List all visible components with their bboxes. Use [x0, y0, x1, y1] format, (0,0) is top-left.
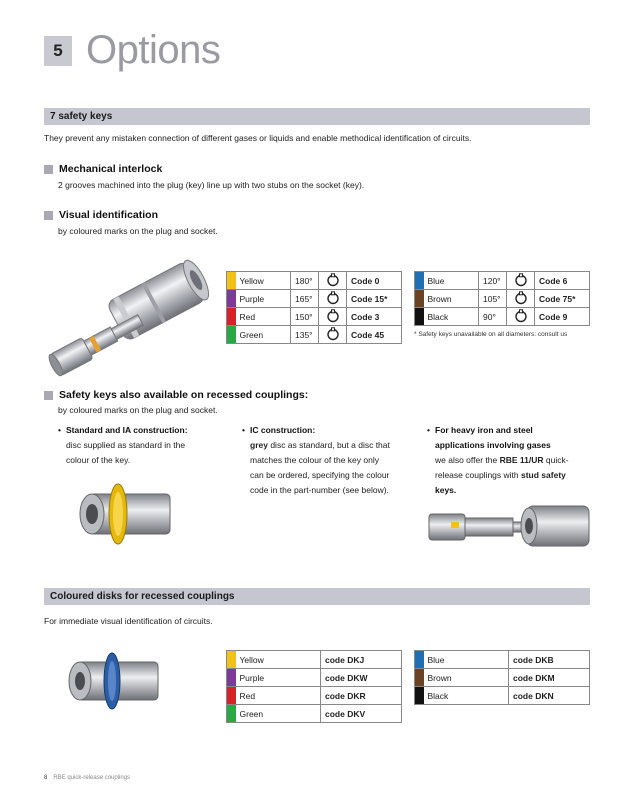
color-swatch — [227, 326, 236, 344]
color-name: Black — [424, 687, 509, 705]
key-angle: 120° — [479, 272, 507, 290]
safety-keys-table-right — [414, 271, 590, 326]
key-code: code DKJ — [321, 651, 402, 669]
safety-keys-intro: They prevent any mistaken connection of different gases or liquids and enable methodical identification of circuits. — [44, 133, 472, 143]
coloured-disks-intro: For immediate visual identification of circuits. — [44, 616, 213, 626]
color-swatch — [227, 669, 236, 687]
key-code: code DKV — [321, 705, 402, 723]
safety-keys-table-left — [226, 271, 402, 344]
table-row — [415, 651, 590, 669]
chapter-number: 5 — [44, 36, 72, 66]
coupling-illustration — [44, 250, 220, 378]
footer-text: RBE quick-release couplings — [53, 775, 131, 781]
mechanical-interlock-title: Mechanical interlock — [59, 163, 163, 175]
table-row — [227, 669, 402, 687]
key-icon-cell — [507, 290, 535, 308]
heavy-head-line: applications involving gases — [435, 440, 551, 450]
color-swatch — [227, 687, 236, 705]
standard-construction-head: Standard and IA construction: — [66, 425, 188, 435]
heavy-line-text: quick- — [543, 455, 569, 465]
ic-construction-line: can be ordered, specifying the colour — [250, 470, 390, 480]
ic-construction-line — [250, 438, 420, 453]
key-icon-cell — [319, 308, 347, 326]
table-row — [227, 687, 402, 705]
table-row — [227, 651, 402, 669]
key-code: Code 3 — [347, 308, 402, 326]
color-name: Purple — [236, 669, 321, 687]
key-angle: 180° — [291, 272, 319, 290]
recessed-col-ic — [242, 423, 420, 498]
heavy-head-line: For heavy iron and steel — [435, 425, 533, 435]
key-code: code DKR — [321, 687, 402, 705]
table-row — [227, 308, 402, 326]
recessed-title: Safety keys also available on recessed couplings: — [59, 389, 309, 401]
disks-table-left — [226, 650, 402, 723]
ic-construction-head: IC construction: — [250, 425, 316, 435]
key-orientation-icon — [514, 273, 528, 287]
page-title: Options — [86, 28, 221, 72]
bullet-icon: • — [427, 425, 430, 435]
bullet-icon: • — [242, 425, 245, 435]
key-orientation-icon — [326, 327, 340, 341]
key-icon-cell — [319, 326, 347, 344]
page-number: 8 — [44, 775, 48, 781]
table-row — [227, 705, 402, 723]
recessed-coupling-yellow-image — [70, 480, 180, 550]
color-swatch — [227, 308, 236, 326]
ic-construction-line: code in the part-number (see below). — [250, 485, 389, 495]
heavy-line — [435, 468, 595, 483]
key-angle: 150° — [291, 308, 319, 326]
stud-safety-coupling-image — [425, 500, 595, 552]
visual-identification-title: Visual identification — [59, 209, 158, 221]
ic-construction-line: matches the colour of the key only — [250, 455, 379, 465]
recessed-text: by coloured marks on the plug and socket. — [58, 405, 218, 415]
key-code: Code 15* — [347, 290, 402, 308]
recessed-col-standard — [58, 423, 226, 468]
color-name: Black — [424, 308, 479, 326]
recessed-coupling-blue-image — [62, 648, 162, 714]
table-row — [415, 272, 590, 290]
key-code: code DKB — [509, 651, 590, 669]
color-swatch — [415, 687, 424, 705]
recessed-heading — [44, 389, 308, 401]
key-angle: 90° — [479, 308, 507, 326]
key-code: code DKM — [509, 669, 590, 687]
table-row — [415, 669, 590, 687]
key-code: Code 0 — [347, 272, 402, 290]
table-row — [415, 687, 590, 705]
standard-construction-line: disc supplied as standard in the — [66, 440, 186, 450]
key-code: code DKW — [321, 669, 402, 687]
key-code: code DKN — [509, 687, 590, 705]
safety-keys-note: * Safety keys unavailable on all diameters: consult us — [414, 331, 568, 338]
table-row — [415, 290, 590, 308]
color-name: Brown — [424, 669, 509, 687]
table-row — [415, 308, 590, 326]
color-swatch — [227, 651, 236, 669]
square-bullet-icon — [44, 211, 53, 220]
stud-safety-words: stud safety — [521, 470, 566, 480]
heavy-line: keys. — [435, 485, 457, 495]
color-swatch — [415, 272, 424, 290]
disks-table-right — [414, 650, 590, 705]
color-swatch — [415, 308, 424, 326]
section-heading-coloured-disks: Coloured disks for recessed couplings — [44, 588, 590, 605]
ic-grey-word: grey — [250, 440, 268, 450]
bullet-icon: • — [58, 425, 61, 435]
key-icon-cell — [319, 290, 347, 308]
color-name: Yellow — [236, 651, 321, 669]
section-heading-safety-keys: 7 safety keys — [44, 108, 590, 125]
color-name: Red — [236, 687, 321, 705]
page-footer — [44, 775, 130, 781]
color-swatch — [227, 272, 236, 290]
key-orientation-icon — [514, 309, 528, 323]
table-row — [227, 326, 402, 344]
color-name: Blue — [424, 651, 509, 669]
key-code: Code 45 — [347, 326, 402, 344]
key-code: Code 9 — [535, 308, 590, 326]
color-swatch — [227, 290, 236, 308]
color-swatch — [415, 669, 424, 687]
recessed-col-heavy — [427, 423, 595, 498]
key-code: Code 6 — [535, 272, 590, 290]
key-orientation-icon — [514, 291, 528, 305]
color-swatch — [415, 290, 424, 308]
key-angle: 165° — [291, 290, 319, 308]
color-swatch — [227, 705, 236, 723]
square-bullet-icon — [44, 391, 53, 400]
mechanical-interlock-text: 2 grooves machined into the plug (key) line up with two stubs on the socket (key). — [58, 180, 365, 190]
key-angle: 135° — [291, 326, 319, 344]
color-name: Red — [236, 308, 291, 326]
key-orientation-icon — [326, 309, 340, 323]
table-row — [227, 272, 402, 290]
heavy-line-text: release couplings with — [435, 470, 521, 480]
color-name: Blue — [424, 272, 479, 290]
key-icon-cell — [319, 272, 347, 290]
key-icon-cell — [507, 272, 535, 290]
key-orientation-icon — [326, 291, 340, 305]
color-name: Brown — [424, 290, 479, 308]
color-name: Purple — [236, 290, 291, 308]
key-angle: 105° — [479, 290, 507, 308]
ic-line-rest: disc as standard, but a disc that — [267, 440, 390, 450]
color-swatch — [415, 651, 424, 669]
key-code: Code 75* — [535, 290, 590, 308]
key-orientation-icon — [326, 273, 340, 287]
square-bullet-icon — [44, 165, 53, 174]
standard-construction-line: colour of the key. — [66, 455, 131, 465]
visual-identification-heading — [44, 209, 158, 221]
table-row — [227, 290, 402, 308]
mechanical-interlock-heading — [44, 163, 162, 175]
key-icon-cell — [507, 308, 535, 326]
heavy-line — [435, 453, 595, 468]
color-name: Yellow — [236, 272, 291, 290]
heavy-line-text: we also offer the — [435, 455, 500, 465]
color-name: Green — [236, 705, 321, 723]
rbe-model: RBE 11/UR — [499, 455, 544, 465]
visual-identification-text: by coloured marks on the plug and socket. — [58, 226, 218, 236]
color-name: Green — [236, 326, 291, 344]
